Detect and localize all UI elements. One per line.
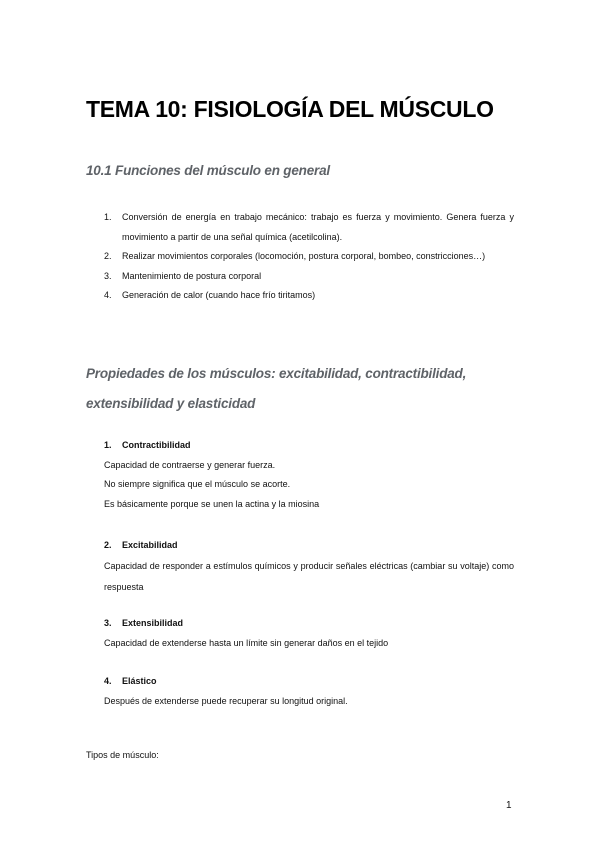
section-heading-functions: 10.1 Funciones del músculo en general	[86, 163, 330, 178]
property-number: 4.	[104, 676, 112, 686]
list-item-text: Conversión de energía en trabajo mecánico: trabajo es fuerza y movimiento. Genera fuerza y movimiento a partir de una señal química (acetilcolina).	[122, 212, 514, 242]
list-item	[104, 208, 514, 247]
property-text: Capacidad de contraerse y generar fuerza.	[104, 459, 276, 470]
list-item-text: Mantenimiento de postura corporal	[122, 270, 262, 281]
property-text: Capacidad de responder a estímulos químicos y producir señales eléctricas (cambiar su voltaje) como respuesta	[104, 560, 514, 592]
list-item-text: Realizar movimientos corporales (locomoción, postura corporal, bombeo, constricciones…)	[122, 251, 486, 261]
page-number: 1	[506, 800, 512, 811]
list-item-number: 3.	[104, 270, 112, 281]
property-block-excitability	[104, 536, 514, 598]
property-number: 2.	[104, 540, 112, 550]
property-number: 3.	[104, 618, 112, 628]
property-text: Capacidad de extenderse hasta un límite sin generar daños en el tejido	[104, 637, 389, 648]
property-name: Elástico	[122, 676, 157, 686]
property-heading	[104, 614, 514, 634]
property-block-contractibility	[104, 436, 514, 514]
list-item-number: 1.	[104, 212, 112, 222]
muscle-types-label: Tipos de músculo:	[86, 750, 159, 760]
property-heading	[104, 672, 514, 692]
property-block-extensibility	[104, 614, 514, 653]
functions-list	[104, 208, 514, 306]
list-item	[104, 286, 514, 306]
property-heading	[104, 536, 514, 556]
property-block-elastic	[104, 672, 514, 711]
property-heading	[104, 436, 514, 456]
property-name: Excitabilidad	[122, 540, 178, 550]
property-number: 1.	[104, 440, 112, 450]
property-name: Extensibilidad	[122, 618, 184, 628]
property-text: No siempre significa que el músculo se acorte.	[104, 479, 291, 489]
section-heading-properties: Propiedades de los músculos: excitabilidad, contractibilidad, extensibilidad y elasticidad	[86, 366, 467, 411]
list-item	[104, 247, 514, 267]
list-item-number: 2.	[104, 251, 112, 261]
property-text: Después de extenderse puede recuperar su longitud original.	[104, 695, 348, 706]
list-item-number: 4.	[104, 290, 112, 300]
page-title: TEMA 10: FISIOLOGÍA DEL MÚSCULO	[86, 96, 494, 122]
property-text: Es básicamente porque se unen la actina y la miosina	[104, 498, 320, 509]
property-name: Contractibilidad	[122, 440, 191, 450]
list-item-text: Generación de calor (cuando hace frío tiritamos)	[122, 290, 316, 300]
list-item	[104, 267, 514, 287]
